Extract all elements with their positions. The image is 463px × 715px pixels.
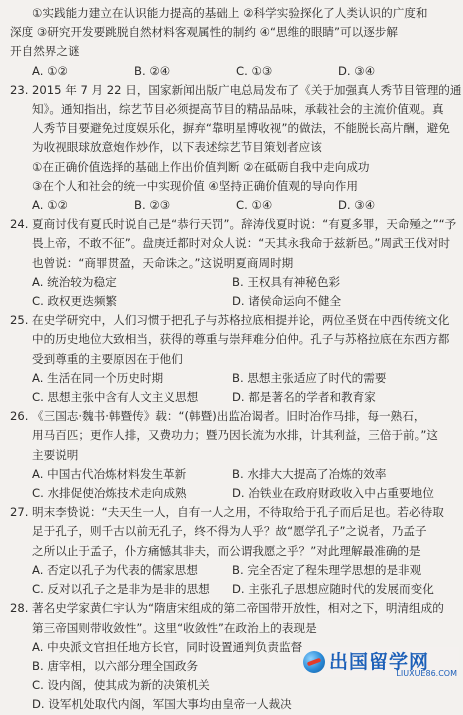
- q25-option-b: B. 思想主张适应了时代的需要: [232, 370, 387, 385]
- q22-line-2: 深度 ③研究开发要跳脱自然材料客观属性的制约 ④“思维的眼睛”可以逐步解: [10, 25, 398, 40]
- q23-options: [10, 196, 451, 215]
- q22-option-c: C. ①③: [236, 63, 273, 78]
- q28-option-c: C. 设内阁，使其成为新的决策机关: [32, 678, 210, 693]
- watermark-text: 出国留学网: [329, 651, 430, 673]
- q27-option-d: D. 主张孔子思想应随时代的发展而变化: [232, 582, 434, 597]
- q24-option-a: A. 统治较为稳定: [32, 274, 117, 289]
- q24-option-b: B. 王权具有神秘色彩: [232, 274, 341, 289]
- q25-options-row-1: [10, 369, 451, 388]
- q27-option-a: A. 否定以孔子为代表的儒家思想: [32, 562, 198, 577]
- q27-line-1: [10, 503, 451, 522]
- q22-options: [10, 62, 451, 81]
- globe-icon: [303, 651, 325, 673]
- q26-option-c: C. 水排促使冶炼技术走向成熟: [32, 486, 187, 501]
- q28-number: 28.: [10, 601, 29, 616]
- q26-line-2: 用马百匹；更作人排，又费功力；暨乃因长流为水排，计其利益，三倍于前。”这: [32, 428, 438, 443]
- q23-line-3: 人秀节目要避免过度娱乐化，摒弃“靠明星博收视”的做法，不能脱长高片酬，避免: [32, 121, 450, 136]
- q27-option-b: B. 完全否定了程朱理学思想的是非观: [232, 562, 422, 577]
- q26-line-1: [10, 407, 451, 426]
- q28-text-1: 著名史学家黄仁宇认为“隋唐宋组成的第二帝国带开放性，相对之下，明清组成的: [32, 601, 444, 616]
- q25-number: 25.: [10, 313, 29, 328]
- q23-item-line-1: ①在正确价值选择的基础上作出价值判断 ②在砥砺自我中走向成功: [32, 159, 370, 174]
- q26-text-1: 《三国志·魏书·韩暨传》载：“(韩暨)出监冶谒者。旧时冶作马排，每一熟石，: [32, 409, 426, 424]
- q24-line-2: 畏上帝，不敢不征”。盘庚迁都时对众人说：“天其永我命于兹新邑。”周武王伐对时: [32, 236, 451, 251]
- q26-option-b: B. 水排大大提高了冶炼的效率: [232, 466, 387, 481]
- q24-text-1: 夏商讨伐有夏氏时说自己是“恭行天罚”。辞涛伐夏时说：“有夏多罪，天命殛之”“予: [32, 217, 457, 232]
- q23-item-line-2: ③在个人和社会的统一中实现价值 ④坚持正确价值观的导向作用: [32, 178, 358, 193]
- q27-options-row-2: [10, 580, 451, 599]
- q27-option-c: C. 反对以孔子之是非为是非的思想: [32, 582, 210, 597]
- q26-option-a: A. 中国古代冶炼材料发生革新: [32, 466, 187, 481]
- q26-line-3: 主要说明: [32, 447, 79, 462]
- q22-option-a: A. ①②: [32, 63, 68, 78]
- q28-line-2: 第三帝国则带收敛性”。这里“收敛性”在政治上的表现是: [32, 620, 317, 635]
- q24-option-c: C. 政权更迭频繁: [32, 294, 118, 309]
- q24-options-row-1: [10, 273, 451, 292]
- q22-line-1: ①实践能力建立在认识能力提高的基础上 ②科学实验探化了人类认识的广度和: [32, 6, 428, 20]
- q25-option-a: A. 生活在同一个历史时期: [32, 370, 164, 385]
- q25-option-c: C. 思想主张中含有人文主义思想: [32, 390, 199, 405]
- q26-options-row-1: [10, 465, 451, 484]
- q24-number: 24.: [10, 217, 29, 232]
- q24-line-3: 也曾说：“商罪贯盈，天命诛之。”这说明夏商周时期: [32, 255, 294, 270]
- q25-line-3: 受到尊重的主要原因在于他们: [32, 351, 183, 366]
- q25-options-row-2: [10, 388, 451, 407]
- q22-line-3: 开自然界之谜: [10, 44, 80, 59]
- q23-option-c: C. ①④: [236, 198, 273, 213]
- q23-text-1: 2015 年 7 月 22 日，国家新闻出版广电总局发布了《关于加强真人秀节目管理的通: [32, 82, 462, 97]
- q24-option-d: D. 诸侯命运向不健全: [232, 294, 342, 309]
- q25-line-1: [10, 311, 451, 330]
- q23-option-a: A. ①②: [32, 198, 68, 213]
- q23-line-2: 知》。通知指出，综艺节目必须提高节目的精品品味，承载社会的主流价值观。真: [32, 102, 444, 117]
- q26-number: 26.: [10, 409, 29, 424]
- q23-line-1: [10, 81, 462, 100]
- q23-number: 23.: [10, 82, 29, 97]
- q25-option-d: D. 都是著名的学者和教育家: [232, 390, 376, 405]
- q27-text-1: 明末李贽说：“夫天生一人，自有一人之用，不待取给于孔子而后足也。若必待取: [32, 505, 444, 520]
- q22-option-d: D. ③④: [338, 63, 376, 78]
- q27-line-3: 之所以止于孟子，仆方痛憾其非夫，而公谓我愿之乎？”对此理解最准确的是: [32, 543, 421, 558]
- q23-option-d: D. ③④: [338, 198, 376, 213]
- q23-option-b: B. ②③: [134, 198, 171, 213]
- site-watermark-logo: [303, 647, 459, 677]
- q28-option-b: B. 唐宰相，以六部分理全国政务: [32, 658, 199, 673]
- q27-line-2: 足于孔子，则千古以前无孔子，终不得为人乎？故“愿学孔子”之说者，乃孟子: [32, 524, 427, 539]
- q26-options-row-2: [10, 484, 451, 503]
- q25-text-1: 在史学研究中，人们习惯于把孔子与苏格拉底相提并论，两位圣贤在中西传统文化: [32, 313, 450, 328]
- q25-line-2: 中的历史地位大致相当，获得的尊重与崇拜难分伯仲。孔子与苏格拉底在东西方都: [32, 332, 450, 347]
- q28-option-a: A. 中央派文官担任地方长官，同时设置通判负责监督: [32, 639, 303, 654]
- q28-option-d: D. 设军机处取代内阁，军国大事均由皇帝一人裁决: [32, 697, 292, 712]
- q27-number: 27.: [10, 505, 29, 520]
- q24-line-1: [10, 215, 457, 234]
- q26-option-d: D. 冶铁业在政府财政收入中占重要地位: [232, 486, 434, 501]
- q23-line-4: 为收视眼球放意炮作炒作，以下表述综艺节目策划者应该: [32, 140, 322, 155]
- q27-options-row-1: [10, 561, 451, 580]
- watermark-url: LIUXUE86.COM: [396, 669, 457, 678]
- q28-line-1: [10, 599, 451, 618]
- q22-option-b: B. ②④: [134, 63, 171, 78]
- q24-options-row-2: [10, 292, 451, 311]
